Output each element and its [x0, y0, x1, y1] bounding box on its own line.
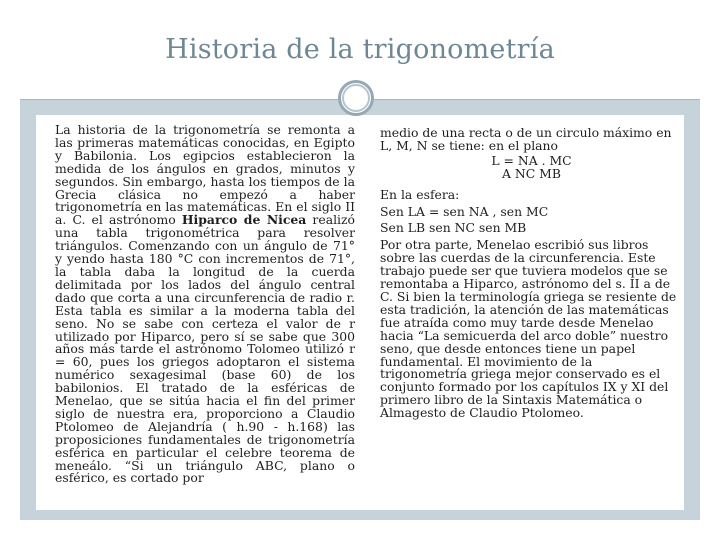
left-column — [55, 124, 355, 493]
sphere-equation-1: Sen LA = sen NA , sen MC — [380, 203, 549, 219]
left-paragraph — [55, 124, 355, 485]
slide-title: Historia de la trigonometría — [165, 34, 555, 65]
right-intro: medio de una recta o de un circulo máximo en L, M, N se tiene: en el plano — [380, 125, 672, 153]
sphere-label: En la esfera: — [380, 186, 460, 202]
left-text-b: realizó una tabla trigonométrica para resolver triángulos. Comenzando con un ángulo de 71° y yendo hasta 180 °C con incrementos de 71°, la tabla daba la longitud de la cuerda delimitada por los lados del ángulo central dado que corta a una circunferencia de radio r. Esta tabla es similar a la moderna tabla del seno. No se sabe con certeza el valor de r utilizado por Hiparco, pero sí se sabe que 300 años más tarde el astrónomo Tolomeo utilizó r = 60, pues los griegos adoptaron el sistema numérico sexagesimal (base 60) de los babilonios. El tratado de la esféricas de Menelao, que se sitúa hacia el fin del primer siglo de nuestra era, proporciono a Claudio Ptolomeo de Alejandría ( h.90 - h.168) las proposiciones fundamentales de trigonometría esférica en particular el celebre teorema de meneálo. “Si un triángulo ABC, plano o esférico, es cortado por — [55, 212, 355, 486]
hiparco-name: Hiparco de Nicea — [181, 212, 307, 228]
equation-plane-top: L = NA . MC — [491, 152, 572, 168]
sphere-equation-2: Sen LB sen NC sen MB — [380, 220, 527, 236]
equation-plane-bottom: A NC MB — [502, 165, 561, 181]
decorative-circle-inner — [342, 84, 370, 112]
left-text-a: La historia de la trigonometría se remonta a las primeras matemáticas conocidas, en Egipto y Babilonia. Los egipcios establecieron la medida de los ángulos en grados, minutos y segundos. Sin embargo, hasta los tiempos de la Grecia clásica no empezó a haber trigonometría en las matemáticas. En el siglo II a. C. el astrónomo — [55, 122, 355, 228]
right-paragraph: Por otra parte, Menelao escribió sus libros sobre las cuerdas de la circunferencia. Este trabajo puede ser que tuviera modelos que se remontaba a Hiparco, astrónomo del s. II a de C. Si bien la terminología griega se resiente de esta tradición, la atención de las matemáticas fue atraída como muy tarde desde Menelao hacia “La semicuerda del arco doble” nuestro seno, que desde entonces tiene un papel fundamental. El movimiento de la trigonometría griega mejor conservado es el conjunto formado por los capítulos IX y XI del primero libro de la Sintaxis Matemática o Almagesto de Claudio Ptolomeo. — [380, 237, 677, 421]
right-column — [380, 127, 683, 420]
